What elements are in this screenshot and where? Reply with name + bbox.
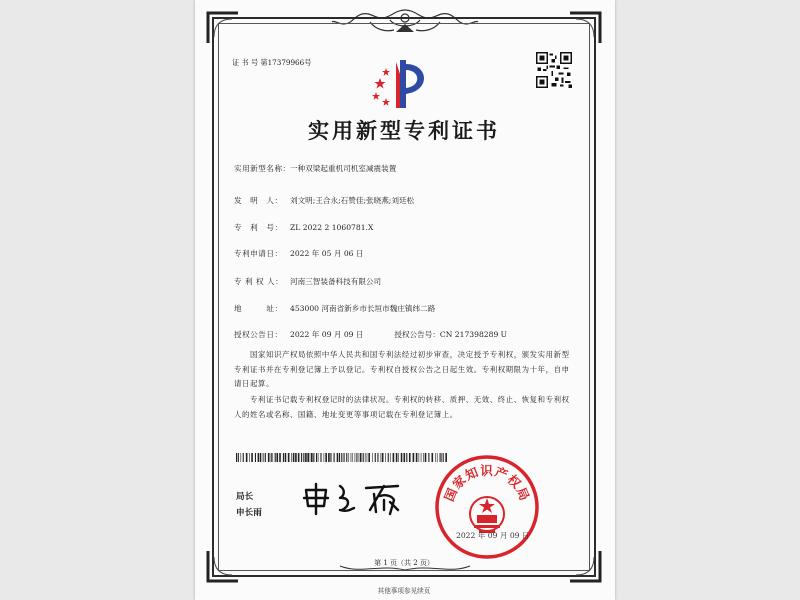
field-inventors: 发 明 人： 刘文明;王合永;石赞佳;张晓燕;刘廷松	[234, 196, 415, 205]
qr-code-icon	[536, 52, 572, 88]
corner-ornament-icon	[206, 11, 240, 45]
paragraph-grant: 国家知识产权局依照中华人民共和国专利法经过初步审查，决定授予专利权，颁发实用新型专利证书并在专利登记簿上予以登记。专利权自授权公告之日起生效。专利权期限为十年，自申请日起算。	[234, 350, 570, 388]
director-label: 局长	[236, 492, 254, 502]
field-patent-number: 专 利 号： ZL 2022 2 1060781.X	[234, 223, 374, 232]
certificate-title: 实用新型专利证书	[308, 118, 500, 143]
grant-pub-value: CN 217398289 U	[439, 330, 508, 339]
corner-ornament-icon	[568, 11, 602, 45]
paragraph-legal-status: 专利证书记载专利权登记时的法律状况。专利权的转移、质押、无效、终止、恢复和专利权人的姓名或名称、国籍、地址变更等事项记载在专利登记簿上。	[234, 395, 570, 419]
field-patentee: 专 利 权 人： 河南三智装备科技有限公司	[234, 277, 382, 286]
seal-date: 2022 年 09 月 09 日	[456, 531, 530, 540]
official-seal-icon	[432, 452, 542, 562]
page-number: 第 1 页（共 2 页）	[374, 559, 434, 567]
director-name-label: 申长雨	[236, 508, 262, 518]
grant-pub-label: 授权公告号：	[394, 330, 440, 339]
barcode-icon	[236, 453, 450, 462]
field-grant: 授权公告日： 2022 年 09 月 09 日 授权公告号：CN 217398289 U	[234, 330, 508, 339]
patent-office-logo-icon	[366, 54, 442, 114]
field-utility-model-name: 实用新型名称：一种双梁起重机司机室减震装置	[234, 164, 397, 173]
certificate-number: 证 书 号 第17379966号	[232, 58, 312, 67]
bottom-note: 其他事项参见续页	[377, 587, 431, 595]
seal-text: 国家知识产权局	[441, 463, 533, 504]
field-application-date: 专利申请日： 2022 年 05 月 06 日	[234, 249, 364, 258]
field-address: 地 址： 453000 河南省新乡市长垣市魏庄镇纬二路	[234, 304, 436, 313]
director-signature-icon	[300, 480, 420, 516]
